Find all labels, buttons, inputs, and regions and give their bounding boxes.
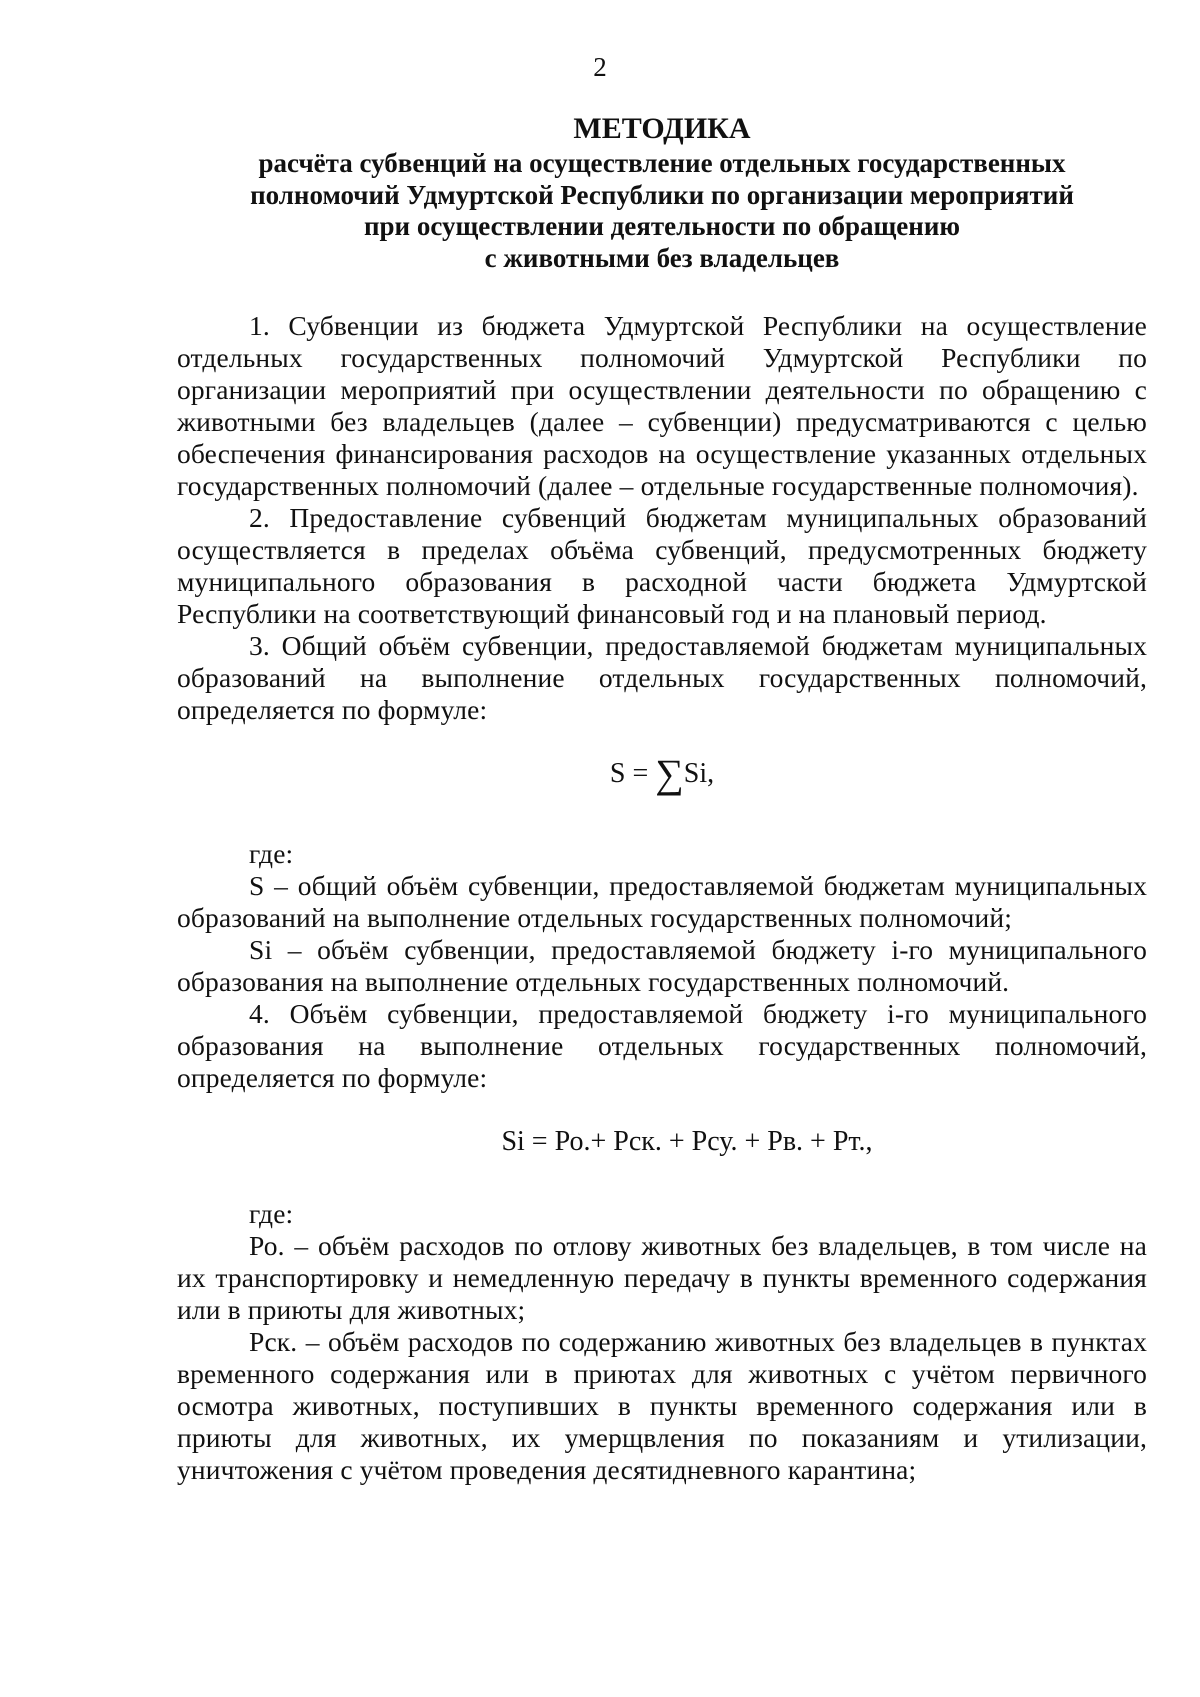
paragraph-4: 4. Объём субвенции, предоставляемой бюджету i-го муниципального образования на выполнение отдельных государственных полномочий, определяется по формуле:	[177, 998, 1147, 1093]
document-subtitle-line-2: полномочий Удмуртской Республики по организации мероприятий	[250, 179, 1074, 210]
where-label-1: где:	[249, 838, 294, 869]
formula-1-left: S =	[609, 758, 656, 789]
sum-symbol: ∑	[655, 751, 684, 796]
document-page	[177, 112, 1147, 1486]
paragraph-3: 3. Общий объём субвенции, предоставляемой бюджетам муниципальных образований на выполнение отдельных государственных полномочий, определяется по формуле:	[177, 630, 1147, 725]
formula-municipal-subvention: Si = Ро.+ Рск. + Рсу. + Рв. + Рт.,	[501, 1126, 873, 1157]
formula-total-subvention	[177, 751, 1147, 796]
document-subtitle-line-3: при осуществлении деятельности по обращению	[363, 211, 961, 241]
paragraph-2: 2. Предоставление субвенций бюджетам муниципальных образований осуществляется в пределах объёма субвенций, предусмотренных бюджету муниципального образования в расходной части бюджета Удмуртской Республики на соответствующий финансовый год и на плановый период.	[177, 502, 1147, 629]
definition-s: S – общий объём субвенции, предоставляемой бюджетам муниципальных образований на выполнение отдельных государственных полномочий;	[177, 870, 1147, 933]
document-subtitle-line-1: расчёта субвенций на осуществление отдельных государственных	[258, 148, 1066, 178]
definition-si: Si – объём субвенции, предоставляемой бюджету i-го муниципального образования на выполнение отдельных государственных полномочий.	[177, 934, 1147, 997]
definition-rsk: Рск. – объём расходов по содержанию животных без владельцев в пунктах временного содержания или в приютах для животных с учётом первичного осмотра животных, поступивших в пункты временного содержания или в приюты для животных, их умерщвления по показаниям и утилизации, уничтожения с учётом проведения десятидневного карантина;	[177, 1326, 1147, 1485]
paragraph-1: 1. Субвенции из бюджета Удмуртской Республики на осуществление отдельных государственных полномочий Удмуртской Республики по организации мероприятий при осуществлении деятельности по обращению с животными без владельцев (далее – субвенции) предусматриваются с целью обеспечения финансирования расходов на осуществление указанных отдельных государственных полномочий (далее – отдельные государственные полномочия).	[177, 310, 1147, 501]
document-body	[177, 310, 1147, 1486]
document-subtitle-line-4: с животными без владельцев	[484, 242, 840, 273]
definition-po: Ро. – объём расходов по отлову животных без владельцев, в том числе на их транспортировку и немедленную передачу в пункты временного содержания или в приюты для животных;	[177, 1230, 1147, 1325]
formula-1-right: Si,	[683, 758, 715, 789]
document-title: МЕТОДИКА	[573, 112, 751, 145]
where-label-2: где:	[249, 1198, 294, 1229]
page-number: 2	[593, 52, 607, 82]
